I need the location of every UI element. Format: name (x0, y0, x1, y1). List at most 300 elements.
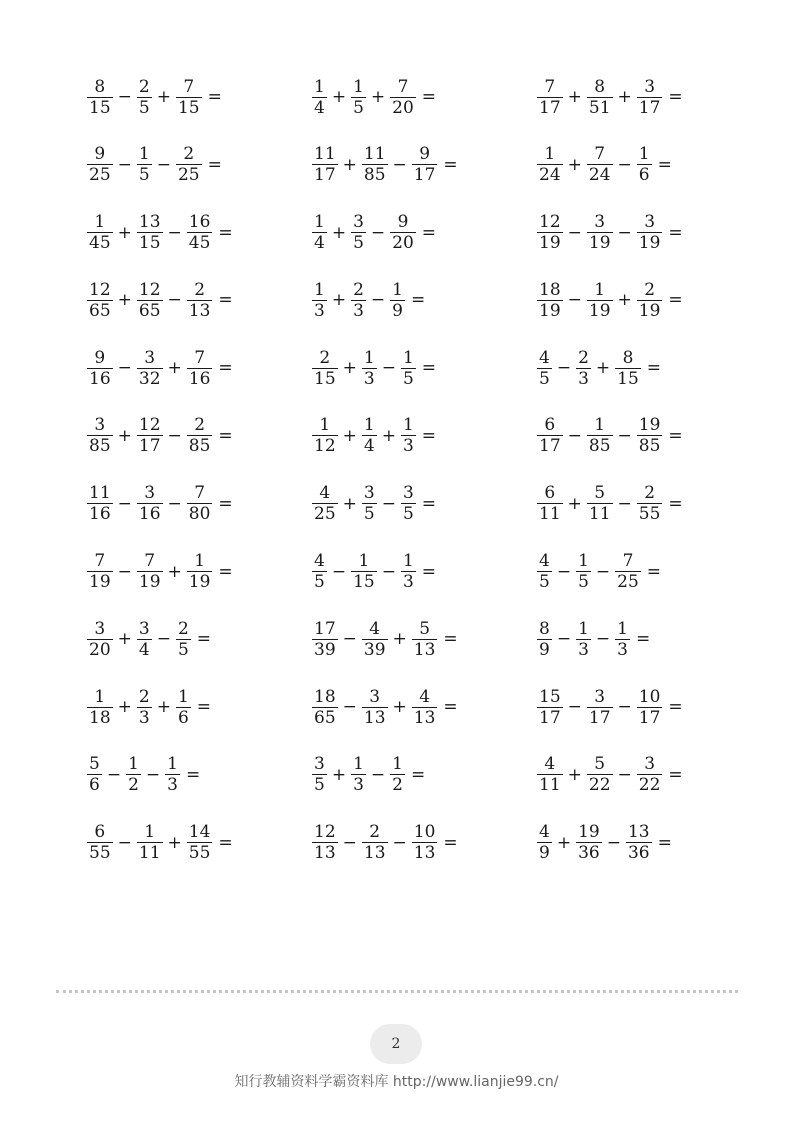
operator: − (342, 832, 357, 853)
numerator: 1 (94, 212, 106, 233)
operator: + (331, 87, 347, 107)
denominator: 20 (392, 233, 414, 254)
denominator: 20 (89, 639, 111, 660)
denominator: 36 (627, 843, 650, 864)
denominator: 5 (353, 97, 364, 118)
operator: − (342, 697, 357, 718)
page-number: 2 (391, 1036, 401, 1052)
numerator: 1 (314, 212, 325, 233)
numerator: 1 (194, 551, 206, 572)
operator: + (342, 493, 357, 514)
fraction (176, 619, 191, 660)
problem-14 (311, 343, 536, 393)
numerator: 3 (369, 686, 381, 707)
problem-31 (86, 750, 311, 800)
denominator: 3 (353, 775, 364, 796)
fraction (576, 619, 591, 660)
denominator: 5 (363, 504, 375, 525)
fraction (637, 280, 663, 321)
denominator: 2 (392, 775, 403, 796)
numerator: 1 (363, 415, 375, 436)
operator: − (117, 154, 132, 175)
fraction (87, 212, 113, 253)
denominator: 51 (588, 97, 611, 118)
denominator: 17 (588, 707, 611, 728)
fraction (137, 280, 163, 321)
fraction (87, 77, 113, 118)
fraction (176, 687, 191, 728)
fraction (87, 348, 113, 389)
numerator: 1 (138, 144, 150, 165)
numerator: 5 (594, 754, 606, 775)
operator: − (167, 425, 182, 446)
fraction (187, 348, 213, 389)
denominator: 4 (363, 436, 375, 457)
denominator: 5 (314, 775, 325, 796)
denominator: 5 (353, 233, 364, 254)
dotted-divider (56, 990, 738, 993)
problem-26 (311, 614, 536, 664)
fraction (312, 280, 327, 321)
problem-10 (86, 275, 311, 325)
denominator: 11 (539, 504, 561, 525)
fraction (537, 144, 563, 185)
denominator: 3 (314, 300, 325, 321)
numerator: 15 (539, 686, 561, 707)
fraction (137, 822, 163, 863)
numerator: 3 (138, 618, 150, 639)
numerator: 9 (397, 212, 409, 233)
numerator: 2 (644, 483, 656, 504)
denominator: 39 (314, 639, 336, 660)
fraction (362, 483, 377, 524)
denominator: 85 (188, 436, 211, 457)
numerator: 9 (94, 347, 106, 368)
equals-sign: = (196, 697, 212, 718)
denominator: 3 (578, 639, 589, 660)
problem-9 (536, 208, 726, 258)
problem-25 (86, 614, 311, 664)
equals-sign: = (218, 425, 233, 446)
fraction (126, 754, 141, 795)
problem-28 (86, 682, 311, 732)
fraction (576, 822, 602, 863)
equals-sign: = (218, 832, 233, 853)
operator: + (167, 358, 182, 379)
denominator: 20 (392, 97, 414, 118)
numerator: 6 (544, 415, 556, 436)
numerator: 1 (594, 279, 606, 300)
numerator: 1 (144, 822, 156, 843)
equals-sign: = (635, 629, 651, 650)
numerator: 3 (594, 686, 606, 707)
equals-sign: = (646, 561, 662, 582)
fraction (401, 483, 416, 524)
numerator: 12 (314, 822, 336, 843)
fraction (312, 754, 327, 795)
fraction (137, 77, 152, 118)
denominator: 4 (138, 639, 150, 660)
problem-3 (536, 72, 726, 122)
denominator: 19 (539, 233, 561, 254)
numerator: 3 (144, 347, 156, 368)
fraction (401, 415, 416, 456)
denominator: 80 (188, 504, 211, 525)
numerator: 1 (358, 551, 370, 572)
denominator: 5 (402, 368, 414, 389)
numerator: 2 (319, 347, 331, 368)
fraction (587, 77, 613, 118)
operator: + (117, 425, 132, 446)
denominator: 17 (539, 436, 561, 457)
fraction (626, 822, 652, 863)
denominator: 3 (578, 368, 589, 389)
denominator: 17 (138, 436, 161, 457)
problem-22 (86, 547, 311, 597)
denominator: 6 (638, 165, 650, 186)
equals-sign: = (207, 87, 222, 107)
numerator: 4 (544, 754, 556, 775)
problem-33 (536, 750, 726, 800)
fraction (412, 619, 438, 660)
equals-sign: = (410, 290, 426, 311)
denominator: 13 (413, 707, 436, 728)
fraction (351, 212, 366, 253)
numerator: 1 (177, 686, 189, 707)
numerator: 2 (353, 279, 364, 300)
numerator: 14 (188, 822, 211, 843)
operator: − (117, 87, 132, 107)
denominator: 5 (138, 165, 150, 186)
numerator: 2 (138, 76, 150, 97)
fraction (401, 551, 416, 592)
fraction (312, 415, 338, 456)
denominator: 17 (314, 165, 336, 186)
fraction (312, 619, 338, 660)
numerator: 7 (183, 76, 195, 97)
numerator: 7 (94, 551, 106, 572)
numerator: 12 (138, 279, 161, 300)
denominator: 22 (638, 775, 661, 796)
numerator: 6 (94, 822, 106, 843)
operator: − (567, 222, 582, 243)
numerator: 18 (539, 279, 561, 300)
operator: − (381, 561, 396, 582)
problem-24 (536, 547, 726, 597)
operator: + (567, 764, 582, 785)
numerator: 3 (402, 483, 414, 504)
fraction (87, 144, 113, 185)
operator: + (117, 290, 132, 311)
denominator: 15 (89, 97, 111, 118)
numerator: 1 (128, 754, 139, 775)
fraction (362, 144, 388, 185)
fraction (351, 754, 366, 795)
problem-19 (86, 479, 311, 529)
equals-sign: = (646, 358, 662, 379)
denominator: 25 (177, 165, 200, 186)
numerator: 2 (578, 347, 589, 368)
operator: + (117, 629, 132, 650)
fraction (137, 144, 152, 185)
denominator: 3 (138, 707, 150, 728)
operator: − (167, 290, 182, 311)
fraction (537, 619, 552, 660)
numerator: 4 (319, 483, 331, 504)
problem-grid (86, 72, 726, 886)
numerator: 13 (627, 822, 650, 843)
denominator: 19 (588, 300, 611, 321)
numerator: 7 (144, 551, 156, 572)
denominator: 16 (89, 368, 111, 389)
denominator: 15 (353, 572, 375, 593)
operator: + (117, 697, 132, 718)
denominator: 32 (138, 368, 161, 389)
denominator: 5 (539, 368, 550, 389)
fraction (87, 687, 113, 728)
equals-sign: = (657, 832, 672, 853)
numerator: 1 (578, 618, 589, 639)
fraction (537, 822, 552, 863)
fraction (137, 483, 163, 524)
fraction (615, 348, 641, 389)
operator: + (567, 493, 582, 514)
numerator: 2 (138, 686, 150, 707)
fraction (637, 77, 663, 118)
fraction (587, 415, 613, 456)
denominator: 45 (188, 233, 211, 254)
fraction (87, 280, 113, 321)
denominator: 3 (402, 572, 414, 593)
fraction (537, 212, 563, 253)
numerator: 1 (392, 279, 403, 300)
numerator: 2 (194, 415, 206, 436)
denominator: 19 (539, 300, 561, 321)
fraction (362, 348, 377, 389)
numerator: 1 (353, 754, 364, 775)
operator: + (595, 358, 611, 379)
operator: + (342, 358, 357, 379)
denominator: 19 (638, 300, 661, 321)
fraction (87, 551, 113, 592)
fraction (412, 144, 438, 185)
fraction (587, 144, 613, 185)
denominator: 85 (363, 165, 386, 186)
operator: − (381, 358, 396, 379)
fraction (637, 415, 663, 456)
problem-36 (536, 818, 726, 868)
fraction (637, 687, 663, 728)
equals-sign: = (410, 764, 426, 785)
equals-sign: = (443, 154, 458, 175)
numerator: 1 (363, 347, 375, 368)
equals-sign: = (421, 87, 437, 107)
equals-sign: = (218, 290, 233, 311)
numerator: 7 (194, 483, 206, 504)
problem-5 (311, 140, 536, 190)
denominator: 65 (138, 300, 161, 321)
numerator: 3 (144, 483, 156, 504)
fraction (637, 144, 652, 185)
fraction (537, 348, 552, 389)
problem-1 (86, 72, 311, 122)
denominator: 18 (89, 707, 111, 728)
denominator: 17 (413, 165, 436, 186)
numerator: 3 (644, 212, 656, 233)
operator: − (167, 222, 182, 243)
operator: + (342, 425, 357, 446)
fraction (312, 687, 338, 728)
operator: − (156, 154, 171, 175)
operator: + (392, 697, 407, 718)
operator: + (167, 832, 182, 853)
fraction (351, 551, 377, 592)
denominator: 13 (314, 843, 336, 864)
fraction (165, 754, 180, 795)
numerator: 1 (402, 551, 414, 572)
fraction (312, 144, 338, 185)
fraction (137, 619, 152, 660)
fraction (637, 754, 663, 795)
numerator: 1 (638, 144, 650, 165)
fraction (187, 280, 213, 321)
problem-13 (86, 343, 311, 393)
denominator: 4 (314, 233, 325, 254)
denominator: 6 (177, 707, 189, 728)
operator: + (156, 87, 171, 107)
equals-sign: = (668, 222, 683, 243)
denominator: 3 (167, 775, 178, 796)
problem-16 (86, 411, 311, 461)
equals-sign: = (668, 87, 683, 107)
operator: − (106, 764, 122, 785)
numerator: 4 (539, 551, 550, 572)
fraction (615, 619, 630, 660)
numerator: 8 (594, 76, 606, 97)
problem-20 (311, 479, 536, 529)
numerator: 16 (188, 212, 211, 233)
equals-sign: = (218, 358, 233, 379)
denominator: 13 (413, 843, 436, 864)
denominator: 39 (363, 639, 386, 660)
fraction (87, 483, 113, 524)
numerator: 3 (363, 483, 375, 504)
denominator: 16 (89, 504, 111, 525)
denominator: 3 (402, 436, 414, 457)
operator: − (556, 561, 572, 582)
denominator: 5 (539, 572, 550, 593)
operator: − (617, 697, 632, 718)
operator: + (617, 290, 632, 311)
problem-6 (536, 140, 726, 190)
denominator: 3 (617, 639, 628, 660)
denominator: 19 (588, 233, 611, 254)
operator: − (156, 629, 171, 650)
fraction (537, 551, 552, 592)
denominator: 5 (578, 572, 589, 593)
fraction (137, 551, 163, 592)
fraction (312, 551, 327, 592)
fraction (576, 348, 591, 389)
operator: − (370, 764, 386, 785)
denominator: 2 (128, 775, 139, 796)
numerator: 9 (94, 144, 106, 165)
denominator: 6 (89, 775, 100, 796)
equals-sign: = (657, 154, 672, 175)
operator: − (117, 832, 132, 853)
numerator: 5 (89, 754, 100, 775)
numerator: 12 (539, 212, 561, 233)
numerator: 8 (622, 347, 634, 368)
numerator: 1 (94, 686, 106, 707)
denominator: 11 (138, 843, 161, 864)
fraction (587, 212, 613, 253)
fraction (587, 687, 613, 728)
problem-12 (536, 275, 726, 325)
denominator: 15 (177, 97, 200, 118)
denominator: 19 (138, 572, 161, 593)
fraction (87, 754, 102, 795)
denominator: 17 (539, 97, 561, 118)
numerator: 11 (89, 483, 111, 504)
numerator: 1 (402, 347, 414, 368)
denominator: 9 (539, 639, 550, 660)
operator: + (331, 764, 347, 785)
operator: − (567, 697, 582, 718)
fraction (401, 348, 416, 389)
fraction (187, 551, 213, 592)
fraction (362, 687, 388, 728)
fraction (587, 754, 613, 795)
operator: − (606, 832, 621, 853)
fraction (351, 77, 366, 118)
fraction (390, 280, 405, 321)
numerator: 1 (402, 415, 414, 436)
operator: + (556, 832, 572, 853)
numerator: 1 (392, 754, 403, 775)
denominator: 55 (638, 504, 661, 525)
operator: − (567, 290, 582, 311)
denominator: 65 (89, 300, 111, 321)
equals-sign: = (421, 358, 437, 379)
numerator: 2 (194, 279, 206, 300)
numerator: 4 (314, 551, 325, 572)
numerator: 12 (138, 415, 161, 436)
denominator: 17 (638, 707, 661, 728)
operator: + (167, 561, 182, 582)
numerator: 2 (183, 144, 195, 165)
denominator: 85 (588, 436, 611, 457)
operator: − (567, 425, 582, 446)
numerator: 3 (94, 415, 106, 436)
operator: + (117, 222, 132, 243)
denominator: 17 (638, 97, 661, 118)
problem-32 (311, 750, 536, 800)
numerator: 9 (419, 144, 431, 165)
fraction (637, 483, 663, 524)
fraction (187, 212, 213, 253)
operator: − (595, 629, 611, 650)
numerator: 10 (413, 822, 436, 843)
numerator: 4 (369, 618, 381, 639)
numerator: 3 (94, 618, 106, 639)
denominator: 13 (413, 639, 436, 660)
equals-sign: = (421, 425, 437, 446)
operator: − (617, 425, 632, 446)
numerator: 18 (314, 686, 336, 707)
denominator: 25 (617, 572, 639, 593)
operator: − (556, 629, 572, 650)
